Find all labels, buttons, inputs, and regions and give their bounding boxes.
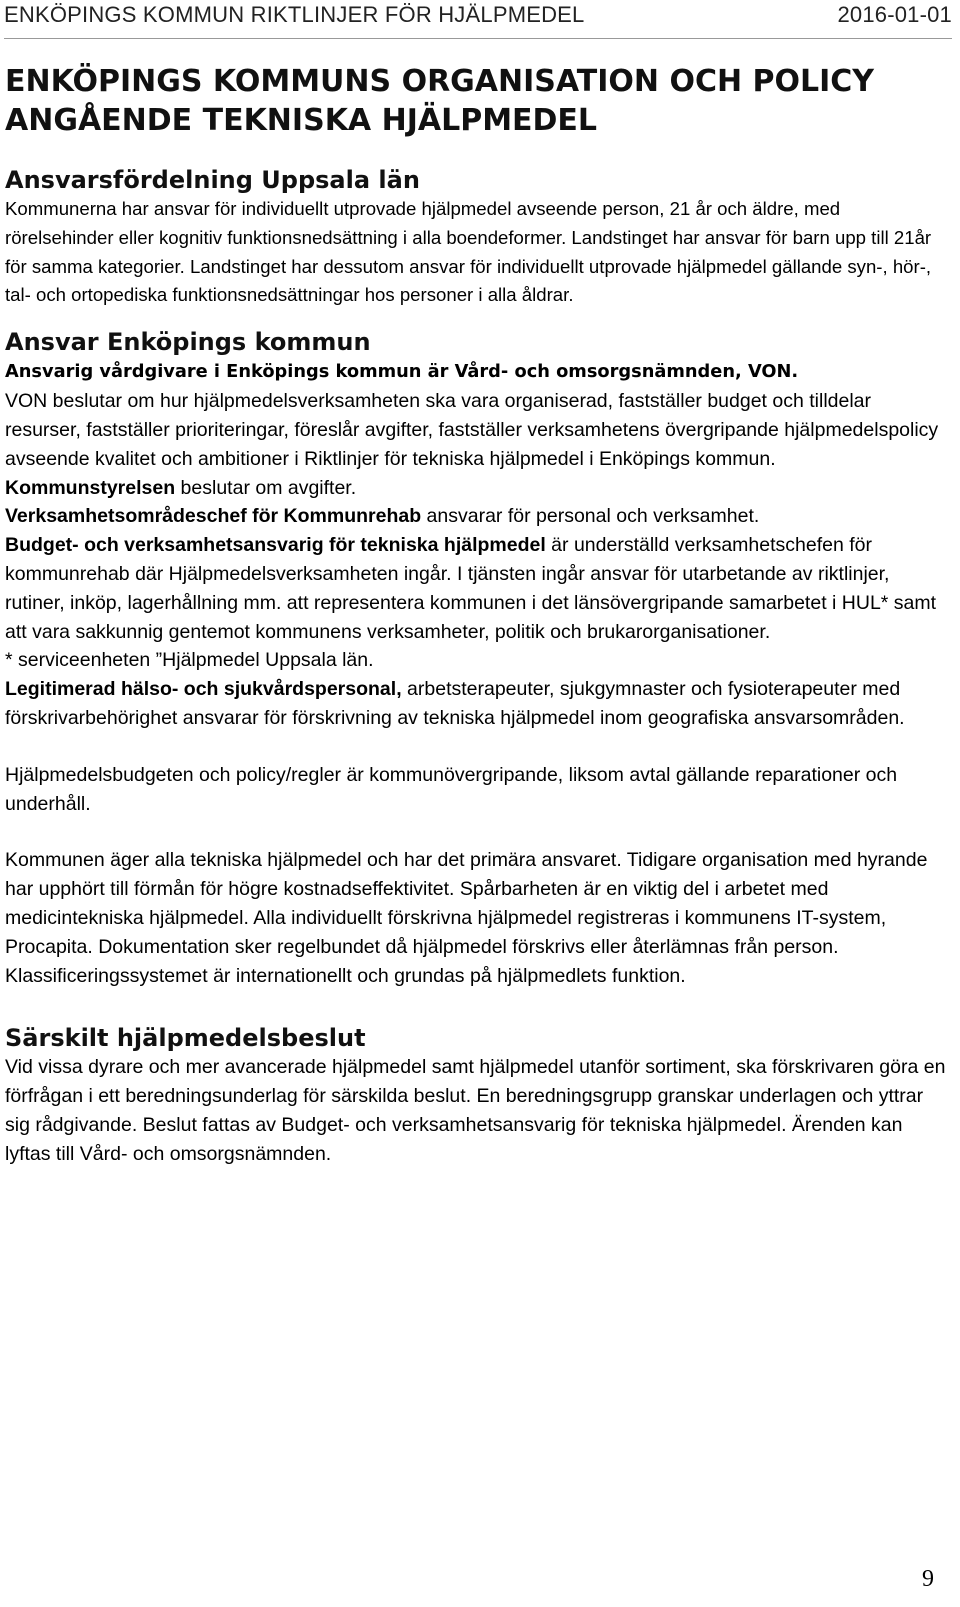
header-title: ENKÖPINGS KOMMUN RIKTLINJER FÖR HJÄLPMEDEL <box>4 2 585 27</box>
subheading-ansvarig-vardgivare: Ansvarig vårdgivare i Enköpings kommun är Vård- och omsorgsnämnden, VON. <box>5 361 799 383</box>
bold-kommunstyrelsen: Kommunstyrelsen <box>5 476 176 499</box>
paragraph-von: VON beslutar om hur hjälpmedelsverksamheten ska vara organiserad, fastställer budget och tilldelar resurser, fastställer prioriteringar, föreslår avgifter, fastställer verksamhetens övergripande hjälpmedelspolicy avseende kvalitet och ambitioner i Riktlinjer för tekniska hjälpmedel i Enköpings kommun. <box>5 390 939 470</box>
paragraph-sarskilt-beslut: Vid vissa dyrare och mer avancerade hjälpmedel samt hjälpmedel utanför sortiment, ska förskrivaren göra en förfrågan i ett beredningsunderlag för särskilda beslut. En beredningsgrupp granskar underlagen och yttrar sig rådgivande. Beslut fattas av Budget- och verksamhetsansvarig för tekniska hjälpmedel. Ärenden kan lyftas till Vård- och omsorgsnämnden. <box>5 1056 946 1165</box>
bold-legitimerad-personal: Legitimerad hälso- och sjukvårdspersonal, <box>5 678 402 701</box>
paragraph-budgetansvarig <box>5 531 950 646</box>
text-budgetansvarig: är underställd verksamhetschefen för kommunrehab där Hjälpmedelsverksamheten ingår. I tjänsten ingår ansvar för utarbetande av riktlinjer, rutiner, inköp, lagerhållning mm. att representera kommunen i det länsövergripande samarbetet i HUL* samt att vara sakkunnig gentemot kommunens verksamheter, politik och brukarorganisationer. <box>5 534 937 643</box>
paragraph-kommunstyrelsen <box>5 474 950 503</box>
paragraph-legitimerad-personal <box>5 675 950 733</box>
bold-verksamhetsomradeschef: Verksamhetsområdeschef för Kommunrehab <box>5 505 422 528</box>
section-heading-ansvar-enkoping: Ansvar Enköpings kommun <box>5 328 371 357</box>
document-body <box>5 62 950 1169</box>
text-kommunstyrelsen: beslutar om avgifter. <box>175 476 357 499</box>
text-legitimerad-personal: arbetsterapeuter, sjukgymnaster och fysioterapeuter med förskrivarbehörighet ansvarar för förskrivning av tekniska hjälpmedel inom geografiska ansvarsområden. <box>5 678 905 729</box>
header-divider <box>4 38 952 39</box>
paragraph-serviceenheten: * serviceenheten ”Hjälpmedel Uppsala län. <box>5 649 374 672</box>
text-verksamhetsomradeschef: ansvarar för personal och verksamhet. <box>421 505 760 528</box>
bold-budgetansvarig: Budget- och verksamhetsansvarig för tekniska hjälpmedel <box>5 534 546 557</box>
paragraph-verksamhetsomradeschef <box>5 502 950 531</box>
section-heading-sarskilt-beslut: Särskilt hjälpmedelsbeslut <box>5 1024 366 1053</box>
paragraph-ansvarsfordelning: Kommunerna har ansvar för individuellt utprovade hjälpmedel avseende person, 21 år och äldre, med rörelsehinder eller kognitiv funktionsnedsättning i alla boendeformer. Landstinget har ansvar för barn upp till 21år för samma kategorier. Landstinget har dessutom ansvar för individuellt utprovade hjälpmedel gällande syn-, hör-, tal- och ortopediska funktionsnedsättningar hos personer i alla åldrar. <box>5 198 932 306</box>
page-number: 9 <box>922 1566 934 1592</box>
section-heading-ansvarsfordelning: Ansvarsfördelning Uppsala län <box>5 166 420 194</box>
header-date: 2016-01-01 <box>837 2 952 27</box>
page-header <box>4 2 952 30</box>
paragraph-kommunen-ager: Kommunen äger alla tekniska hjälpmedel och har det primära ansvaret. Tidigare organisation med hyrande har upphört till förmån för högre kostnadseffektivitet. Spårbarheten är en viktig del i arbetet med medicintekniska hjälpmedel. Alla individuellt förskrivna hjälpmedel registreras i kommunens IT-system, Procapita. Dokumentation sker regelbundet då hjälpmedel förskrivs eller återlämnas från person. Klassificeringssystemet är internationellt och grundas på hjälpmedlets funktion. <box>5 849 928 987</box>
document-title: ENKÖPINGS KOMMUNS ORGANISATION OCH POLICY ANGÅENDE TEKNISKA HJÄLPMEDEL <box>5 64 875 138</box>
paragraph-hjalpmedelsbudget: Hjälpmedelsbudgeten och policy/regler är kommunövergripande, liksom avtal gällande reparationer och underhåll. <box>5 763 898 815</box>
